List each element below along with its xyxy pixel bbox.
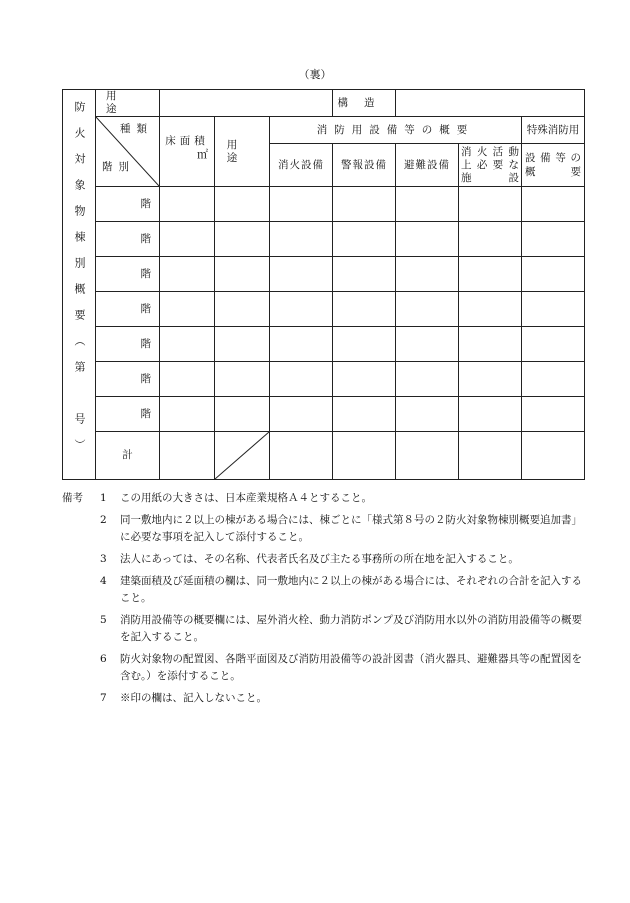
- total-special-cell[interactable]: [522, 432, 585, 480]
- fight-input-cell[interactable]: [459, 222, 522, 257]
- structure-label-cell: [333, 90, 396, 117]
- use-label-cell: [96, 90, 160, 117]
- fire-input-cell[interactable]: [270, 362, 333, 397]
- alarm-equipment-label: 警報設備: [341, 158, 388, 171]
- evac-input-cell[interactable]: [396, 187, 459, 222]
- slash-line: [215, 432, 269, 479]
- fire-input-cell[interactable]: [270, 187, 333, 222]
- structure-label: 構造: [337, 96, 391, 109]
- note-number: 3: [100, 553, 107, 565]
- floor-cell: 階: [96, 397, 160, 432]
- alarm-input-cell[interactable]: [333, 292, 396, 327]
- special-input-cell[interactable]: [522, 292, 585, 327]
- list-item: [62, 573, 592, 607]
- use-input-cell[interactable]: [215, 327, 270, 362]
- area-header: [160, 117, 215, 187]
- floor-cell: 階: [96, 292, 160, 327]
- total-alarm-cell[interactable]: [333, 432, 396, 480]
- special-label-line3: 概 要: [525, 166, 582, 178]
- list-item: [62, 612, 592, 646]
- equipment-group-header: [270, 117, 522, 144]
- table-row: [63, 327, 585, 362]
- fight-input-cell[interactable]: [459, 397, 522, 432]
- special-input-cell[interactable]: [522, 257, 585, 292]
- floor-cell: 階: [96, 257, 160, 292]
- floor-cell: 階: [96, 187, 160, 222]
- area-input-cell[interactable]: [160, 362, 215, 397]
- evac-input-cell[interactable]: [396, 292, 459, 327]
- total-evac-cell[interactable]: [396, 432, 459, 480]
- note-number: 6: [100, 653, 107, 665]
- evac-input-cell[interactable]: [396, 257, 459, 292]
- evacuation-equipment-header: [396, 144, 459, 187]
- area-input-cell[interactable]: [160, 397, 215, 432]
- evac-input-cell[interactable]: [396, 327, 459, 362]
- special-header-bottom: [522, 144, 585, 187]
- special-label-line1: 特殊消防用: [526, 123, 580, 136]
- note-text: 法人にあっては、その名称、代表者氏名及び主たる事務所の所在地を記入すること。: [120, 553, 519, 565]
- total-row: [63, 432, 585, 480]
- use-input-cell[interactable]: [215, 257, 270, 292]
- fire-input-cell[interactable]: [270, 327, 333, 362]
- fire-input-cell[interactable]: [270, 397, 333, 432]
- special-header-top: [522, 117, 585, 144]
- table-row: [63, 292, 585, 327]
- total-label: 計: [96, 432, 160, 480]
- total-use-slashed-cell: [215, 432, 270, 480]
- fire-equipment-header: [270, 144, 333, 187]
- note-number: 2: [100, 514, 107, 526]
- side-title: 防火対象物棟別概要（第 号）: [73, 100, 86, 465]
- total-fire-cell[interactable]: [270, 432, 333, 480]
- table-row: [63, 397, 585, 432]
- fight-input-cell[interactable]: [459, 327, 522, 362]
- equipment-group-label: 消防用設備等の概要: [316, 123, 475, 136]
- note-number: 5: [100, 614, 107, 626]
- structure-value-cell[interactable]: [396, 90, 585, 117]
- evac-input-cell[interactable]: [396, 397, 459, 432]
- area-unit: ㎡: [197, 148, 208, 161]
- note-text: この用紙の大きさは、日本産業規格Ａ４とすること。: [120, 492, 372, 504]
- alarm-input-cell[interactable]: [333, 222, 396, 257]
- use-input-cell[interactable]: [215, 222, 270, 257]
- total-fight-cell[interactable]: [459, 432, 522, 480]
- special-input-cell[interactable]: [522, 397, 585, 432]
- fire-input-cell[interactable]: [270, 222, 333, 257]
- use-column-label: 用途: [226, 138, 258, 164]
- note-number: 1: [100, 492, 107, 504]
- fire-input-cell[interactable]: [270, 257, 333, 292]
- special-input-cell[interactable]: [522, 187, 585, 222]
- alarm-input-cell[interactable]: [333, 327, 396, 362]
- kind-label: 種類: [120, 123, 153, 135]
- special-input-cell[interactable]: [522, 327, 585, 362]
- notes-heading: 備考: [62, 492, 83, 504]
- alarm-input-cell[interactable]: [333, 257, 396, 292]
- note-text: 同一敷地内に２以上の棟がある場合には、棟ごとに「様式第８号の２防火対象物棟別概要追加書」に必要な事項を記入して添付すること。: [120, 514, 582, 543]
- note-text: 防火対象物の配置図、各階平面図及び消防用設備等の設計図書（消火器具、避難器具等の配置図を含む。）を添付すること。: [120, 653, 582, 682]
- fight-input-cell[interactable]: [459, 292, 522, 327]
- page-title: （裏）: [298, 68, 332, 81]
- area-input-cell[interactable]: [160, 257, 215, 292]
- fire-equipment-label: 消火設備: [278, 158, 324, 171]
- special-label-line2: 設 備 等 の: [525, 152, 582, 164]
- table-row: [63, 362, 585, 397]
- fight-input-cell[interactable]: [459, 362, 522, 397]
- notes-section: [62, 490, 592, 712]
- list-item: [62, 651, 592, 685]
- special-input-cell[interactable]: [522, 362, 585, 397]
- evac-input-cell[interactable]: [396, 222, 459, 257]
- use-label: 用途: [106, 90, 139, 115]
- use-input-cell[interactable]: [215, 397, 270, 432]
- table-row: [63, 257, 585, 292]
- list-item: [62, 512, 592, 546]
- area-label: 床面積: [165, 135, 209, 147]
- use-column-header: [215, 117, 270, 187]
- fight-input-cell[interactable]: [459, 257, 522, 292]
- use-input-cell[interactable]: [215, 292, 270, 327]
- area-input-cell[interactable]: [160, 292, 215, 327]
- alarm-input-cell[interactable]: [333, 362, 396, 397]
- list-item: [62, 490, 592, 507]
- floor-cell: 階: [96, 362, 160, 397]
- floor-cell: 階: [96, 222, 160, 257]
- special-input-cell[interactable]: [522, 222, 585, 257]
- use-value-cell[interactable]: [160, 90, 333, 117]
- area-input-cell[interactable]: [160, 222, 215, 257]
- evacuation-equipment-label: 避難設備: [404, 158, 451, 171]
- list-item: [62, 551, 592, 568]
- area-input-cell[interactable]: [160, 187, 215, 222]
- list-item: [62, 690, 592, 707]
- side-title-cell: [63, 90, 96, 480]
- evac-input-cell[interactable]: [396, 362, 459, 397]
- alarm-equipment-header: [333, 144, 396, 187]
- alarm-input-cell[interactable]: [333, 187, 396, 222]
- note-number: 4: [100, 575, 107, 587]
- use-input-cell[interactable]: [215, 362, 270, 397]
- firefighting-facility-header: [459, 144, 522, 187]
- firefighting-label-line1: 消火活動: [461, 145, 520, 158]
- floor-label: 階別: [102, 161, 135, 173]
- fire-input-cell[interactable]: [270, 292, 333, 327]
- firefighting-label-line3b: 設: [508, 171, 520, 184]
- use-input-cell[interactable]: [215, 187, 270, 222]
- firefighting-label-line3a: 施: [461, 171, 472, 184]
- kind-floor-header: [96, 117, 160, 187]
- table-row: [63, 187, 585, 222]
- total-area-cell[interactable]: [160, 432, 215, 480]
- note-number: 7: [100, 692, 107, 704]
- alarm-input-cell[interactable]: [333, 397, 396, 432]
- note-text: 消防用設備等の概要欄には、屋外消火栓、動力消防ポンプ及び消防用水以外の消防用設備等の概要を記入すること。: [120, 614, 582, 643]
- firefighting-label-line2: 上必要な: [461, 158, 520, 171]
- note-text: 建築面積及び延面積の欄は、同一敷地内に２以上の棟がある場合には、それぞれの合計を記入すること。: [120, 575, 582, 604]
- building-summary-table: [62, 89, 585, 480]
- area-input-cell[interactable]: [160, 327, 215, 362]
- floor-cell: 階: [96, 327, 160, 362]
- fight-input-cell[interactable]: [459, 187, 522, 222]
- table-row: [63, 222, 585, 257]
- note-text: ※印の欄は、記入しないこと。: [120, 692, 267, 704]
